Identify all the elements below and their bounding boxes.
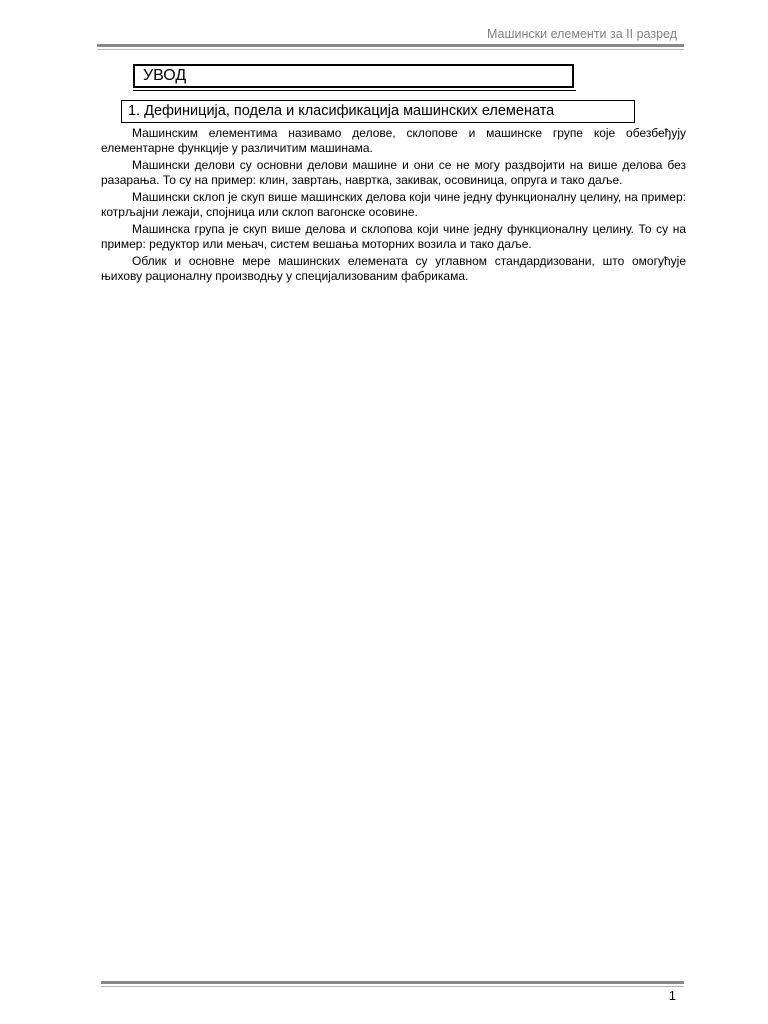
paragraph: Облик и основне мере машинских елемената су углавном стандардизовани, што омогућује њихову рационалну производњу у специјализованим фабрикама. [101,254,686,283]
page-number: 1 [668,988,676,1003]
paragraph: Машинска група је скуп више делова и склопова који чине једну функционалну целину. То су на пример: редуктор или мењач, систем вешања моторних возила и тако даље. [101,222,686,251]
header-rule [97,44,684,47]
paragraph: Машинским елементима називамо делове, склопове и машинске групе које обезбеђују елементарне функције у различитим машинама. [101,126,686,155]
paragraph: Машински склоп је скуп више машинских делова који чине једну функционалну целину, на пример: котрљајни лежаји, спојница или склоп вагонске осовине. [101,190,686,219]
chapter-underline [133,90,576,91]
section-title: 1. Дефиниција, подела и класификација машинских елемената [121,100,635,123]
paragraph: Машински делови су основни делови машине и они се не могу раздвојити на више делова без разарања. То су на пример: клин, завртањ, навртка, закивак, осовиница, опруга и тако даље. [101,158,686,187]
body-text [101,126,686,286]
chapter-title: УВОД [133,64,574,88]
footer-rule [101,981,684,984]
running-header: Машински елементи за II разред [487,27,677,41]
